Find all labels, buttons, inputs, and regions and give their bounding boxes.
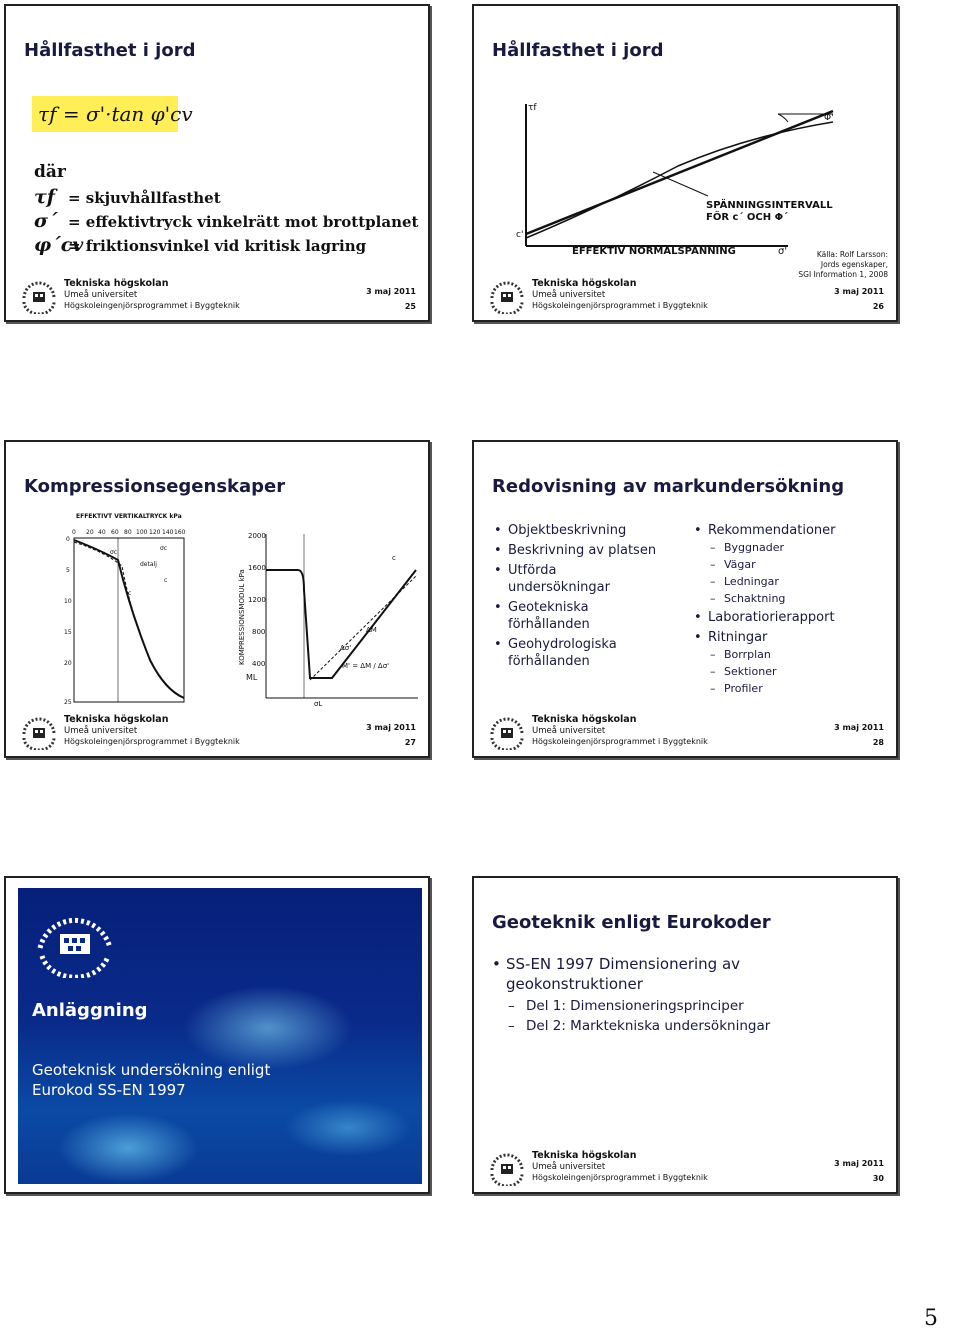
slide-29 (4, 876, 430, 1194)
slide-date: 3 maj 2011 (834, 1159, 884, 1168)
compression-chart (60, 510, 190, 710)
slide-date: 3 maj 2011 (834, 287, 884, 296)
definition-symbol: φ´cv (34, 234, 84, 256)
c-label: c (164, 577, 168, 584)
ml-label: ML (246, 673, 258, 682)
y-tick: 20 (64, 660, 72, 667)
delta-sigma-label: Δσ' (340, 644, 352, 652)
y-axis-label-left (6, 568, 66, 688)
definition-symbol: σ´ (34, 210, 58, 232)
eurocode-list (490, 954, 870, 1036)
range-label-2: FÖR c´ OCH Φ´ (706, 212, 789, 223)
umea-university-logo-icon (486, 712, 528, 750)
university-name: Umeå universitet (532, 726, 606, 736)
y-tick: 5 (66, 567, 70, 574)
cover-subtitle (32, 1060, 332, 1100)
sub-item: – Vägar (692, 556, 892, 573)
detail-label: detalj (140, 561, 157, 568)
slide-30 (472, 876, 898, 1194)
y-axis-label: τf (528, 103, 537, 113)
slide-footer (18, 712, 416, 752)
slide-footer (486, 276, 884, 316)
umea-university-seal-icon (30, 900, 120, 978)
sub-item: – Profiler (692, 680, 892, 697)
cover-subtitle-line: Geoteknisk undersökning enligt (32, 1061, 271, 1079)
slide-number: 28 (872, 738, 884, 747)
y-tick: 800 (252, 628, 266, 636)
y-tick: 1600 (248, 564, 266, 572)
sigma-c-label: σc (160, 545, 168, 552)
sub-item: – Ledningar (692, 573, 892, 590)
umea-university-logo-icon (18, 712, 60, 750)
x-tick: 140 (162, 529, 174, 536)
x-tick: 20 (86, 529, 94, 536)
bullet-item: • Objektbeskrivning (492, 522, 682, 539)
bullet-item: • Geotekniska förhållanden (492, 599, 618, 633)
university-name: Umeå universitet (532, 290, 606, 300)
cover-title: Anläggning (32, 1000, 148, 1021)
right-bullet-list (692, 522, 892, 697)
bullet-item: • Utförda undersökningar (492, 562, 618, 596)
source-line: Källa: Rolf Larsson: (816, 250, 888, 259)
x-axis-symbol: σ' (778, 246, 788, 257)
delta-m-label: ΔM (366, 626, 377, 634)
program-name: Högskoleingenjörsprogrammet i Byggteknik (532, 737, 708, 746)
definitions-heading: där (34, 162, 66, 182)
sub-item: – Schaktning (692, 590, 892, 607)
slide-title: Geoteknik enligt Eurokoder (492, 912, 771, 933)
y-tick: 0 (66, 536, 70, 543)
modulus-formula: M' = ΔM / Δσ' (342, 662, 390, 670)
definition-row (34, 234, 366, 256)
cover-image (18, 888, 422, 1184)
shear-strength-diagram (488, 96, 888, 266)
org-name: Tekniska högskolan (532, 278, 637, 289)
x-tick: 60 (111, 529, 119, 536)
x-tick: 0 (72, 529, 76, 536)
y-tick: 15 (64, 629, 72, 636)
x-axis-label: EFFEKTIV NORMALSPÄNNING (572, 246, 736, 257)
org-name: Tekniska högskolan (64, 714, 169, 725)
org-name: Tekniska högskolan (532, 1150, 637, 1161)
bullet-item: • Laboratiorierapport (692, 609, 892, 626)
bullet-item: • Ritningar (692, 629, 892, 646)
c-label: c (128, 590, 132, 597)
y-tick: 400 (252, 660, 266, 668)
slide-date: 3 maj 2011 (366, 723, 416, 732)
bullet-item: • Beskrivning av platsen (492, 542, 682, 559)
slide-number: 27 (404, 738, 416, 747)
slide-date: 3 maj 2011 (366, 287, 416, 296)
slide-27 (4, 440, 430, 758)
sub-item: – Del 2: Marktekniska undersökningar (490, 1016, 870, 1036)
umea-university-logo-icon (18, 276, 60, 314)
definition-symbol: τf (34, 186, 55, 208)
program-name: Högskoleingenjörsprogrammet i Byggteknik (64, 301, 240, 310)
y-tick: 25 (64, 699, 72, 706)
definition-text: = skjuvhållfasthet (68, 189, 221, 207)
definition-text: = friktionsvinkel vid kritisk lagring (68, 237, 367, 255)
slide-26 (472, 4, 898, 322)
definition-text: = effektivtryck vinkelrätt mot brottplanet (68, 213, 419, 231)
slide-title: Redovisning av markundersökning (492, 476, 845, 497)
y-tick: 2000 (248, 532, 266, 540)
left-bullet-list (492, 522, 682, 673)
sub-item: – Del 1: Dimensioneringsprinciper (490, 996, 870, 1016)
x-tick: 40 (98, 529, 106, 536)
x-tick: 100 (136, 529, 148, 536)
program-name: Högskoleingenjörsprogrammet i Byggteknik (64, 737, 240, 746)
definition-row (34, 186, 221, 208)
slide-number: 26 (872, 302, 884, 311)
slide-title: Hållfasthet i jord (24, 40, 196, 61)
org-name: Tekniska högskolan (64, 278, 169, 289)
modulus-chart (232, 530, 422, 708)
org-name: Tekniska högskolan (532, 714, 637, 725)
bullet-item: • SS-EN 1997 Dimensionering av geokonstruktioner (490, 954, 806, 994)
slide-title: Kompressionsegenskaper (24, 476, 286, 497)
program-name: Högskoleingenjörsprogrammet i Byggteknik (532, 1173, 708, 1182)
source-line: SGI Information 1, 2008 (798, 270, 888, 279)
university-name: Umeå universitet (64, 726, 138, 736)
bullet-item: • Rekommendationer (692, 522, 892, 539)
slide-title: Hållfasthet i jord (492, 40, 664, 61)
sub-item: – Sektioner (692, 663, 892, 680)
definition-row (34, 210, 418, 232)
sigma-l-label: σL (314, 700, 323, 708)
page-number: 5 (924, 1306, 938, 1331)
slide-28 (472, 440, 898, 758)
y-axis-title: KOMPRESSIONSMODUL kPa (238, 569, 246, 665)
x-tick: 80 (124, 529, 132, 536)
x-tick: 160 (174, 529, 186, 536)
source-line: Jords egenskaper, (820, 260, 888, 269)
umea-university-logo-icon (486, 276, 528, 314)
slide-number: 30 (872, 1174, 884, 1183)
angle-label: Φ' (824, 113, 834, 123)
bullet-item: • Geohydrologiska förhållanden (492, 636, 638, 670)
c-label: c' (516, 230, 524, 240)
range-label-1: SPÄNNINGSINTERVALL (706, 200, 833, 211)
sub-item: – Byggnader (692, 539, 892, 556)
c-label: c (392, 554, 396, 562)
slide-footer (486, 1148, 884, 1188)
umea-university-logo-icon (486, 1148, 528, 1186)
university-name: Umeå universitet (532, 1162, 606, 1172)
formula: τf = σ'·tan φ'cv (38, 102, 193, 126)
y-tick: 10 (64, 598, 72, 605)
slide-number: 25 (404, 302, 416, 311)
cover-subtitle-line: Eurokod SS-EN 1997 (32, 1081, 186, 1099)
slide-footer (18, 276, 416, 316)
sigma-c-label: σc (110, 549, 118, 556)
sub-item: – Borrplan (692, 646, 892, 663)
slide-25 (4, 4, 430, 322)
slide-date: 3 maj 2011 (834, 723, 884, 732)
program-name: Högskoleingenjörsprogrammet i Byggteknik (532, 301, 708, 310)
chart-top-title: EFFEKTIVT VERTIKALTRYCK kPa (76, 513, 182, 520)
x-tick: 120 (149, 529, 161, 536)
y-tick: 1200 (248, 596, 266, 604)
university-name: Umeå universitet (64, 290, 138, 300)
slide-footer (486, 712, 884, 752)
